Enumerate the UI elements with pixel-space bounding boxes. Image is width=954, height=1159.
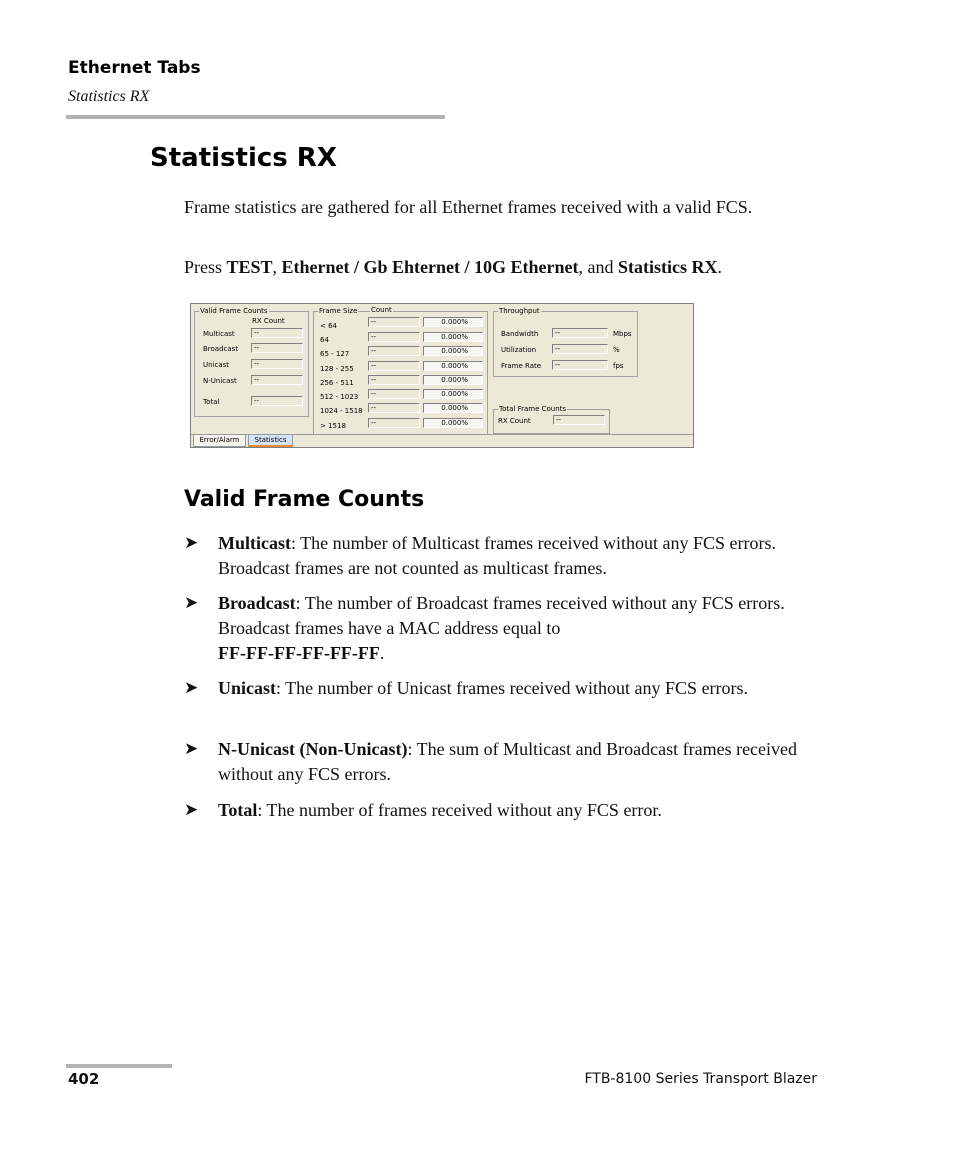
utilization-field[interactable]: -- <box>552 344 608 354</box>
bandwidth-field[interactable]: -- <box>552 328 608 338</box>
bullet-desc: : The number of Broadcast frames received without any FCS errors. Broadcast frames have a MAC address equal to <box>218 593 785 638</box>
size-label-65-127: 65 - 127 <box>320 350 350 358</box>
frame-size-title: Frame Size <box>319 307 358 315</box>
total-label: Total <box>203 398 220 406</box>
bullet-term: Unicast <box>218 678 276 698</box>
press-statistics-rx: Statistics RX <box>618 257 718 277</box>
bullet-n-unicast <box>184 737 824 787</box>
size-label-512-1023: 512 - 1023 <box>320 393 359 401</box>
bandwidth-unit: Mbps <box>613 330 632 338</box>
total-field[interactable]: -- <box>251 396 303 406</box>
size-pct-gt1518[interactable]: 0.000% <box>423 418 483 428</box>
press-test: TEST <box>226 257 273 277</box>
frame-rate-field[interactable]: -- <box>552 360 608 370</box>
page-title: Statistics RX <box>150 143 337 173</box>
n-unicast-field[interactable]: -- <box>251 375 303 385</box>
total-frame-counts-title: Total Frame Counts <box>499 405 567 413</box>
rx-count-field[interactable]: -- <box>553 415 605 425</box>
size-pct-512-1023[interactable]: 0.000% <box>423 389 483 399</box>
bullet-term: Total <box>218 800 258 820</box>
utilization-label: Utilization <box>501 346 537 354</box>
press-end: . <box>717 257 723 277</box>
tab-error-alarm[interactable]: Error/Alarm <box>193 435 246 447</box>
size-count-65-127[interactable]: -- <box>368 346 420 356</box>
size-pct-256-511[interactable]: 0.000% <box>423 375 483 385</box>
bullet-text <box>218 798 824 823</box>
bandwidth-label: Bandwidth <box>501 330 539 338</box>
size-label-gt1518: > 1518 <box>320 422 346 430</box>
rx-count-label: RX Count <box>498 417 531 425</box>
tab-strip <box>191 434 693 447</box>
size-count-lt64[interactable]: -- <box>368 317 420 327</box>
bullet-term: Multicast <box>218 533 291 553</box>
intro-paragraph: Frame statistics are gathered for all Ethernet frames received with a valid FCS. <box>184 197 753 217</box>
frame-rate-label: Frame Rate <box>501 362 542 370</box>
footer-rule <box>66 1064 172 1068</box>
bullet-arrow-icon: ➤ <box>184 800 199 820</box>
unicast-field[interactable]: -- <box>251 359 303 369</box>
multicast-field[interactable]: -- <box>251 328 303 338</box>
bullet-desc: : The number of frames received without any FCS error. <box>257 800 662 820</box>
statistics-rx-screenshot <box>190 303 694 448</box>
size-pct-1024-1518[interactable]: 0.000% <box>423 403 483 413</box>
press-sep1: , <box>272 257 282 277</box>
size-pct-lt64[interactable]: 0.000% <box>423 317 483 327</box>
running-header-section: Ethernet Tabs <box>68 58 201 78</box>
broadcast-label: Broadcast <box>203 345 239 353</box>
size-count-128-255[interactable]: -- <box>368 361 420 371</box>
press-instruction <box>184 255 824 279</box>
bullet-arrow-icon: ➤ <box>184 593 199 613</box>
multicast-label: Multicast <box>203 330 235 338</box>
running-header-subsection: Statistics RX <box>68 88 150 105</box>
mac-address: FF-FF-FF-FF-FF-FF <box>218 643 380 663</box>
frame-rate-unit: fps <box>613 362 624 370</box>
press-prefix: Press <box>184 257 227 277</box>
n-unicast-label: N-Unicast <box>203 377 237 385</box>
valid-frame-counts-title: Valid Frame Counts <box>200 307 268 315</box>
size-pct-128-255[interactable]: 0.000% <box>423 361 483 371</box>
bullet-multicast <box>184 531 824 581</box>
bullet-text <box>218 676 824 701</box>
size-label-1024-1518: 1024 - 1518 <box>320 407 363 415</box>
bullet-text <box>218 531 824 581</box>
broadcast-field[interactable]: -- <box>251 343 303 353</box>
bullet-text <box>218 737 824 787</box>
unicast-label: Unicast <box>203 361 230 369</box>
press-sep2: , and <box>578 257 619 277</box>
page-number: 402 <box>68 1070 100 1088</box>
header-rule <box>66 115 445 119</box>
bullet-text <box>218 591 824 666</box>
size-label-256-511: 256 - 511 <box>320 379 354 387</box>
size-label-128-255: 128 - 255 <box>320 365 354 373</box>
throughput-title: Throughput <box>499 307 540 315</box>
section-heading-valid-frame-counts: Valid Frame Counts <box>184 487 425 512</box>
press-ethernet: Ethernet / Gb Ehternet / 10G Ethernet <box>281 257 579 277</box>
size-count-gt1518[interactable]: -- <box>368 418 420 428</box>
size-count-256-511[interactable]: -- <box>368 375 420 385</box>
size-count-512-1023[interactable]: -- <box>368 389 420 399</box>
rx-count-header: RX Count <box>252 317 285 325</box>
bullet-broadcast <box>184 591 824 666</box>
size-count-1024-1518[interactable]: -- <box>368 403 420 413</box>
bullet-desc: : The number of Unicast frames received without any FCS errors. <box>276 678 749 698</box>
bullet-term: N-Unicast (Non-Unicast) <box>218 739 408 759</box>
size-count-64[interactable]: -- <box>368 332 420 342</box>
footer-document-title: FTB-8100 Series Transport Blazer <box>584 1071 817 1087</box>
bullet-end: . <box>379 643 385 663</box>
count-header: Count <box>371 306 392 314</box>
tab-statistics[interactable]: Statistics <box>248 435 293 447</box>
bullet-desc: : The number of Multicast frames received without any FCS errors. Broadcast frames are not counted as multicast frames. <box>218 533 777 578</box>
bullet-unicast <box>184 676 824 701</box>
bullet-desc: : The sum of Multicast and Broadcast frames received without any FCS errors. <box>218 739 798 784</box>
utilization-unit: % <box>613 346 620 354</box>
size-pct-64[interactable]: 0.000% <box>423 332 483 342</box>
size-label-lt64: < 64 <box>320 322 337 330</box>
bullet-arrow-icon: ➤ <box>184 533 199 553</box>
bullet-term: Broadcast <box>218 593 296 613</box>
bullet-arrow-icon: ➤ <box>184 678 199 698</box>
size-pct-65-127[interactable]: 0.000% <box>423 346 483 356</box>
size-label-64: 64 <box>320 336 329 344</box>
bullet-arrow-icon: ➤ <box>184 739 199 759</box>
bullet-total <box>184 798 824 823</box>
